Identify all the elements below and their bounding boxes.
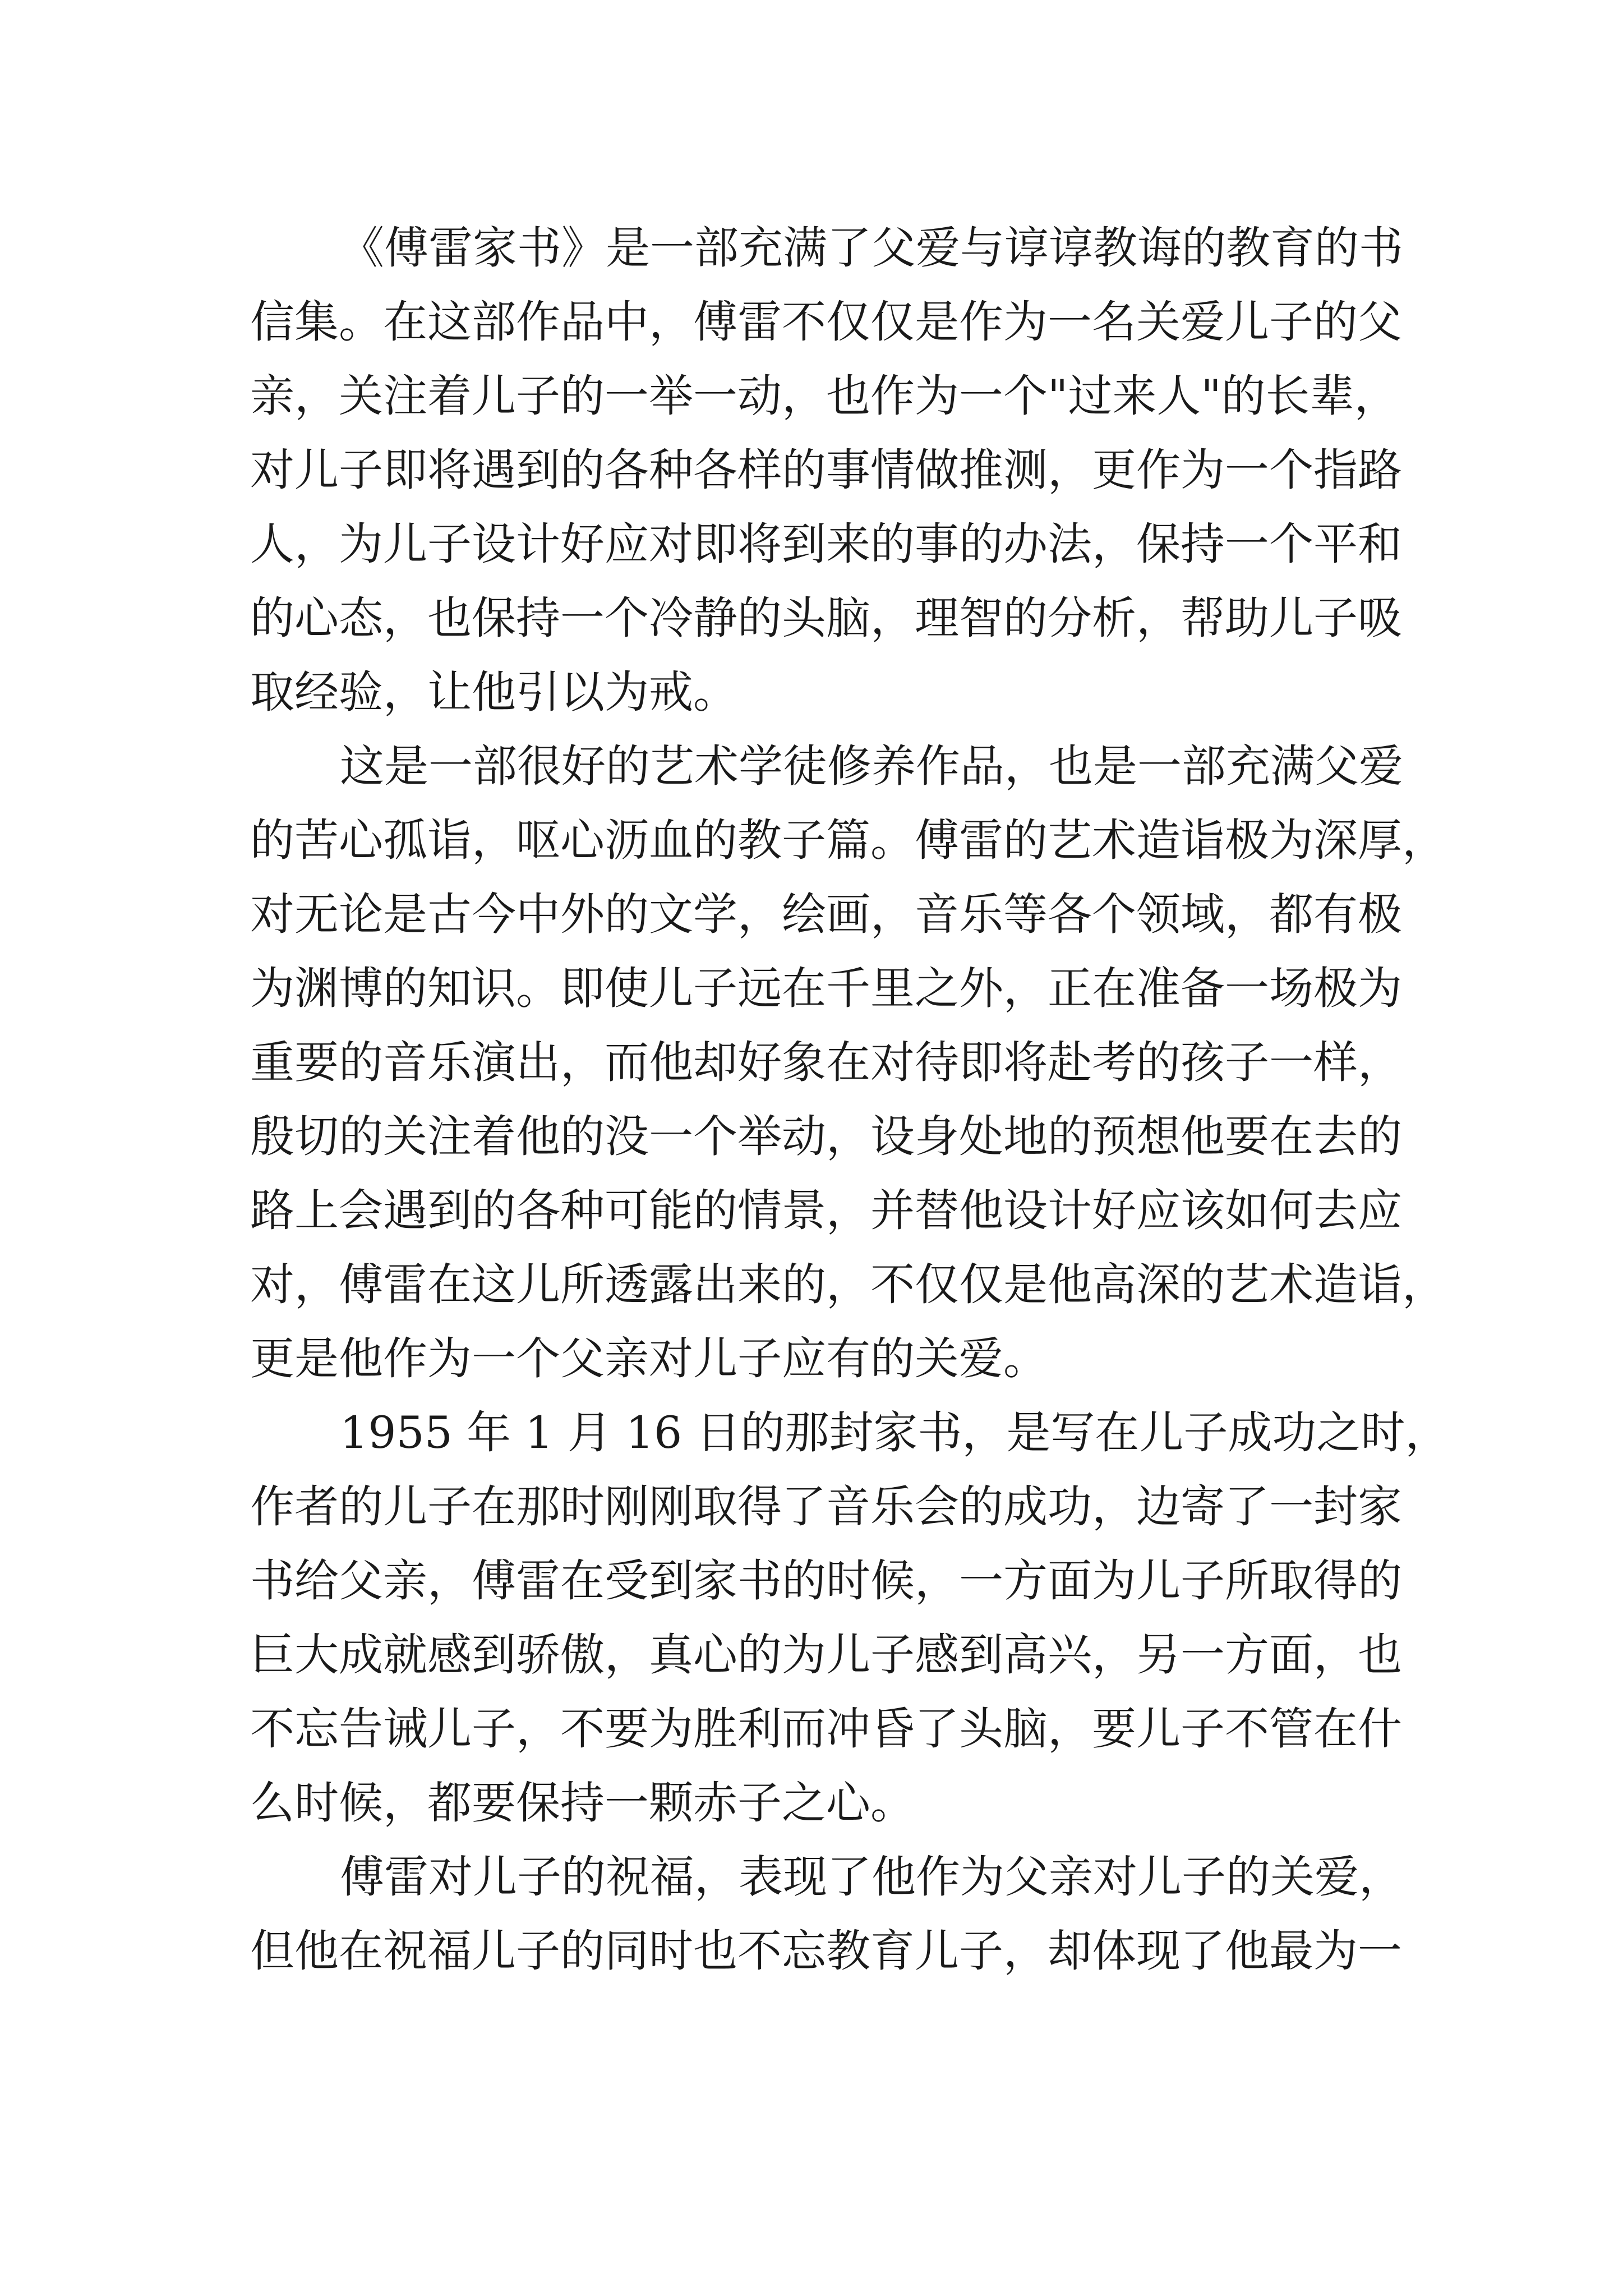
paragraph-4-line-1: 傅雷对儿子的祝福，表现了他作为父亲对儿子的关爱， (340, 1851, 1403, 1903)
paragraph-2-line-8: 对，傅雷在这儿所透露出来的，不仅仅是他高深的艺术造诣， (250, 1259, 1446, 1310)
paragraph-2-line-4: 为渊博的知识。即使儿子远在千里之外，正在准备一场极为 (250, 963, 1402, 1014)
paragraph-2-line-5: 重要的音乐演出，而他却好象在对待即将赴考的孩子一样， (250, 1037, 1402, 1088)
paragraph-3-line-2: 作者的儿子在那时刚刚取得了音乐会的成功，边寄了一封家 (250, 1481, 1402, 1533)
paragraph-3-line-5: 不忘告诫儿子，不要为胜利而冲昏了头脑，要儿子不管在什 (250, 1703, 1402, 1755)
paragraph-3-line-1: 1955 年 1 月 16 日的那封家书，是写在儿子成功之时， (340, 1407, 1450, 1458)
paragraph-3-line-4: 巨大成就感到骄傲，真心的为儿子感到高兴，另一方面，也 (250, 1629, 1402, 1681)
paragraph-2-line-1: 这是一部很好的艺术学徒修养作品，也是一部充满父爱 (340, 740, 1403, 792)
paragraph-3-line-6: 么时候，都要保持一颗赤子之心。 (250, 1777, 915, 1829)
paragraph-1-line-3: 亲，关注着儿子的一举一动，也作为一个"过来人"的长辈， (250, 370, 1399, 422)
paragraph-1-line-5: 人，为儿子设计好应对即将到来的事的办法，保持一个平和 (250, 518, 1402, 570)
paragraph-2-line-7: 路上会遇到的各种可能的情景，并替他设计好应该如何去应 (250, 1185, 1402, 1236)
paragraph-4-line-2: 但他在祝福儿子的同时也不忘教育儿子，却体现了他最为一 (250, 1925, 1402, 1977)
paragraph-1-line-2: 信集。在这部作品中，傅雷不仅仅是作为一名关爱儿子的父 (250, 296, 1402, 348)
paragraph-1-line-7: 取经验，让他引以为戒。 (250, 666, 737, 718)
paragraph-2-line-6: 殷切的关注着他的没一个举动，设身处地的预想他要在去的 (250, 1111, 1402, 1162)
paragraph-1-line-1: 《傅雷家书》是一部充满了父爱与谆谆教诲的教育的书 (340, 222, 1403, 274)
paragraph-3-line-3: 书给父亲，傅雷在受到家书的时候，一方面为儿子所取得的 (250, 1555, 1402, 1607)
paragraph-1-line-4: 对儿子即将遇到的各种各样的事情做推测，更作为一个指路 (250, 444, 1402, 496)
paragraph-2-line-3: 对无论是古今中外的文学，绘画，音乐等各个领域，都有极 (250, 889, 1402, 940)
body-text (250, 211, 1450, 1988)
paragraph-2-line-9: 更是他作为一个父亲对儿子应有的关爱。 (250, 1333, 1048, 1384)
paragraph-1-line-6: 的心态，也保持一个冷静的头脑，理智的分析，帮助儿子吸 (250, 592, 1402, 644)
paragraph-2-line-2: 的苦心孤诣，呕心沥血的教子篇。傅雷的艺术造诣极为深厚， (250, 815, 1446, 866)
